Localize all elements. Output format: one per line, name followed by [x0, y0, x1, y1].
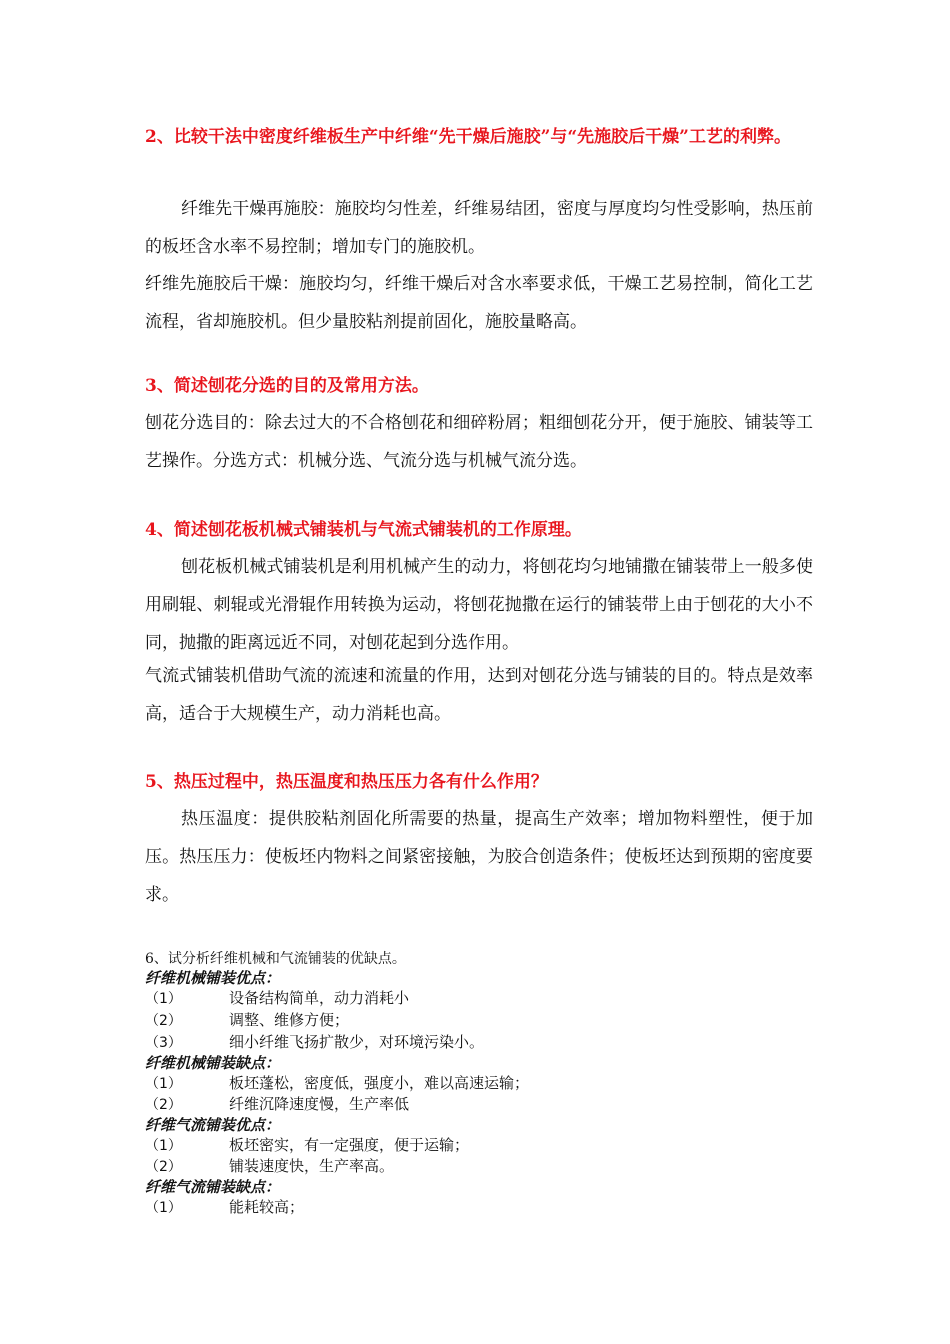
list-item — [145, 1135, 469, 1157]
question-5-answer: 热压温度：提供胶粘剂固化所需要的热量，提高生产效率；增加物料塑性，便于加压。热压压力：使板坯内物料之间紧密接触，为胶合创造条件；使板坯达到预期的密度要求。 — [145, 809, 813, 905]
question-5-title: 5、热压过程中，热压温度和热压压力各有什么作用？ — [145, 772, 548, 792]
question-2-title: 2、比较干法中密度纤维板生产中纤维“先干燥后施胶”与“先施胶后干燥”工艺的利弊。 — [145, 127, 791, 147]
list-item-number: （2） — [145, 1013, 182, 1029]
list-item-number: （2） — [145, 1159, 182, 1175]
list-item-text: 纤维沉降速度慢，生产率低 — [229, 1095, 410, 1113]
question-4-answer-2: 气流式铺装机借助气流的流速和流量的作用，达到对刨花分选与铺装的目的。特点是效率高，适合于大规模生产，动力消耗也高。 — [145, 666, 813, 724]
list-item-text: 能耗较高； — [229, 1198, 305, 1216]
group-heading: 纤维机械铺装缺点： — [145, 1054, 281, 1072]
list-item-number: （1） — [145, 1138, 182, 1154]
question-6-title: 6、试分析纤维机械和气流铺装的优缺点。 — [145, 951, 406, 967]
question-4-title: 4、简述刨花板机械式铺装机与气流式铺装机的工作原理。 — [145, 520, 582, 540]
group-heading: 纤维气流铺装缺点： — [145, 1178, 281, 1196]
list-item — [145, 1032, 484, 1054]
list-item-number: （2） — [145, 1097, 182, 1113]
question-3-title: 3、简述刨花分选的目的及常用方法。 — [145, 376, 429, 396]
list-item-text: 铺装速度快，生产率高。 — [229, 1157, 395, 1175]
list-item-number: （1） — [145, 1200, 182, 1216]
list-item-text: 设备结构简单，动力消耗小 — [229, 989, 410, 1007]
question-3-answer: 刨花分选目的：除去过大的不合格刨花和细碎粉屑；粗细刨花分开，便于施胶、铺装等工艺操作。分选方式：机械分选、气流分选与机械气流分选。 — [145, 413, 813, 471]
list-item — [145, 1156, 394, 1178]
question-4-answer-1: 刨花板机械式铺装机是利用机械产生的动力，将刨花均匀地铺撒在铺装带上一般多使用刷辊、刺辊或光滑辊作用转换为运动，将刨花抛撒在运行的铺装带上由于刨花的大小不同，抛撒的距离远近不同，对刨花起到分选作用。 — [145, 557, 813, 653]
list-item-number: （1） — [145, 1076, 182, 1092]
question-2-answer-1: 纤维先干燥再施胶：施胶均匀性差，纤维易结团，密度与厚度均匀性受影响，热压前的板坯含水率不易控制；增加专门的施胶机。 — [145, 199, 813, 257]
list-item-text: 细小纤维飞扬扩散少，对环境污染小。 — [229, 1033, 485, 1051]
list-item — [145, 1010, 349, 1032]
group-heading: 纤维机械铺装优点： — [145, 969, 281, 987]
list-item — [145, 988, 409, 1010]
list-item — [145, 1197, 304, 1219]
list-item-text: 调整、维修方便； — [229, 1011, 350, 1029]
list-item-text: 板坯蓬松，密度低，强度小，难以高速运输； — [229, 1074, 530, 1092]
list-item-number: （1） — [145, 991, 182, 1007]
list-item-number: （3） — [145, 1035, 182, 1051]
list-item-text: 板坯密实，有一定强度，便于运输； — [229, 1136, 470, 1154]
list-item — [145, 1073, 529, 1095]
group-heading: 纤维气流铺装优点： — [145, 1116, 281, 1134]
question-2-answer-2: 纤维先施胶后干燥：施胶均匀，纤维干燥后对含水率要求低，干燥工艺易控制，简化工艺流程，省却施胶机。但少量胶粘剂提前固化，施胶量略高。 — [145, 274, 813, 332]
list-item — [145, 1094, 409, 1116]
